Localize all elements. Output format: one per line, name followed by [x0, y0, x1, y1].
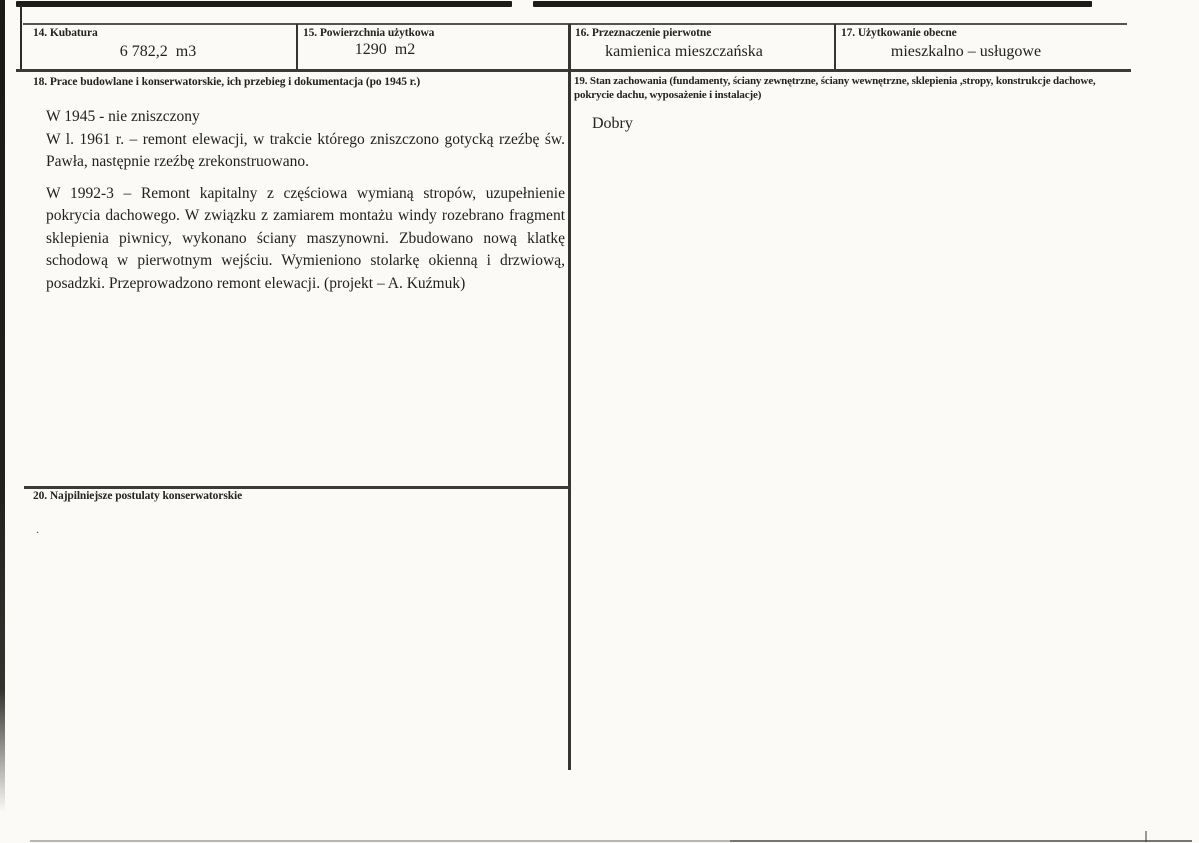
scan-top-edge-bar-left: [16, 1, 512, 7]
scan-bottom-tick: [1145, 831, 1147, 842]
section18-label: 18. Prace budowlane i konserwatorskie, ich przebieg i dokumentacja (po 1945 r.): [33, 76, 421, 88]
section19-label: 19. Stan zachowania (fundamenty, ściany zewnętrzne, ściany wewnętrzne, sklepienia ,stropy, konstrukcje dachowe, pokrycie dachu, wyposażenie i instalacje): [574, 75, 1096, 101]
section19-value: Dobry: [592, 115, 633, 132]
scan-bottom-edge-right: [730, 840, 1192, 842]
scan-bottom-edge-left: [30, 840, 730, 842]
field15-value: 1290 m2: [354, 41, 416, 58]
field15-label: 15. Powierzchnia użytkowa: [303, 27, 435, 39]
section18-text-block: [46, 106, 565, 295]
paragraph-spacer: [46, 174, 565, 183]
row1-top-border: [23, 23, 1127, 25]
field17-label: 17. Użytkowanie obecne: [841, 27, 957, 39]
field17-value: mieszkalno – usługowe: [890, 43, 1042, 60]
field14-label: 14. Kubatura: [33, 27, 98, 39]
field14-value: 6 782,2 m3: [119, 43, 197, 60]
section18-para2: W 1992-3 – Remont kapitalny z częściowa wymianą stropów, uzupełnienie pokrycia dachowego. W związku z zamiarem montażu windy rozebrano fragment sklepienia piwnicy, wykonano ściany maszynowni. Zbudowano nową klatkę schodową w pierwotnym wejściu. Wymieniono stolarkę okienną i drzwiową, posadzki. Przeprowadzono remont elewacji. (projekt – A. Kuźmuk): [46, 184, 565, 292]
scan-top-edge-bar-right: [533, 1, 1092, 7]
section20-top-border: [24, 486, 570, 489]
section20-label: 20. Najpilniejsze postulaty konserwatorskie: [33, 490, 243, 502]
row1-bottom-border: [16, 69, 1131, 72]
section18-para1-rest: W l. 1961 r. – remont elewacji, w trakcie którego zniszczono gotycką rzeźbę św. Pawła, następnie rzeźbę zrekonstruowano.: [46, 130, 565, 170]
field16-label: 16. Przeznaczenie pierwotne: [575, 27, 712, 39]
divider-field14-field15: [296, 24, 298, 69]
section18-para1-line1: W 1945 - nie zniszczony: [46, 108, 200, 125]
section20-stray-mark: .: [36, 522, 39, 536]
divider-column-main: [568, 24, 571, 770]
field16-value: kamienica mieszczańska: [605, 43, 763, 60]
scan-edge-left: [0, 0, 5, 812]
